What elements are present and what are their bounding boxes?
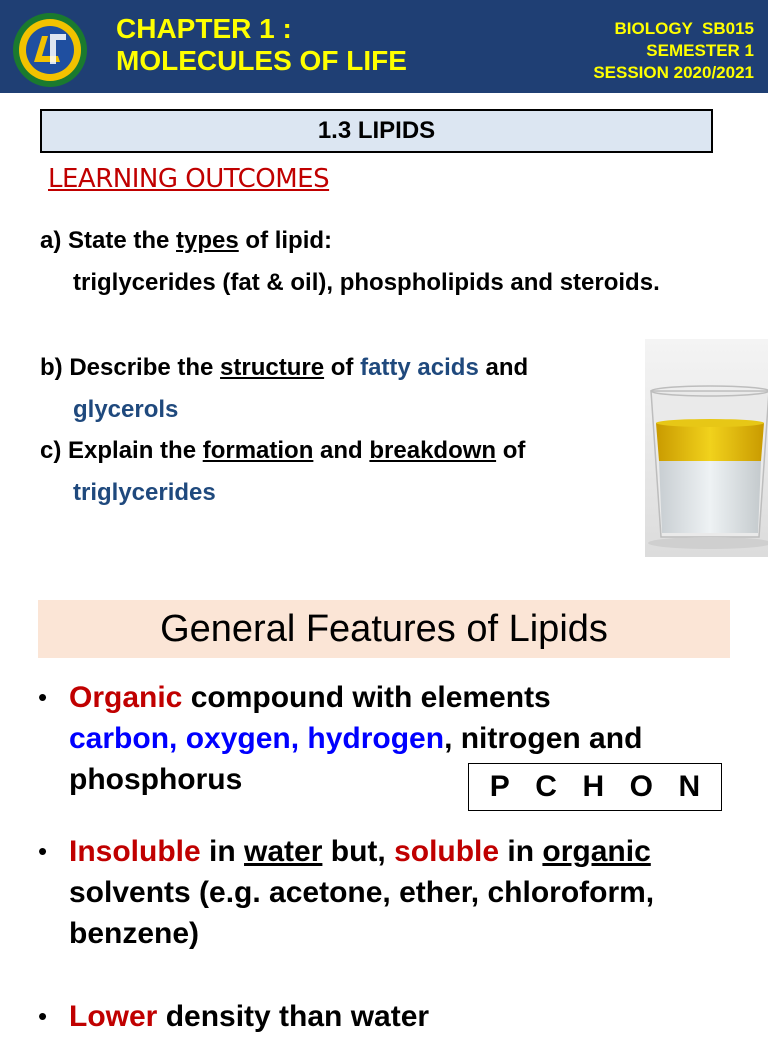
feature-bullet-density xyxy=(38,996,758,1037)
outcome-c-key2: breakdown xyxy=(369,437,497,464)
learning-outcomes-heading: LEARNING OUTCOMES xyxy=(48,164,330,194)
lower-term: Lower xyxy=(69,1000,158,1033)
b2-text3: in xyxy=(499,835,543,868)
b2-text1: in xyxy=(200,835,245,868)
b2-text2: but, xyxy=(322,835,395,868)
outcome-a-detail: triglycerides (fat & oil), phospholipids and steroids. xyxy=(73,269,660,296)
outcome-c-key1: formation xyxy=(202,437,314,464)
semester: SEMESTER 1 xyxy=(646,41,754,60)
bullet-dot: • xyxy=(38,1001,48,1031)
oil-water-glass-image xyxy=(645,339,768,557)
outcome-b xyxy=(40,347,680,431)
b2-text4: solvents (e.g. acetone, ether, chloroform, benzene) xyxy=(69,876,655,950)
b1-text1: compound with elements xyxy=(182,681,551,714)
features-title: General Features of Lipids xyxy=(38,600,730,658)
bullet-dot: • xyxy=(38,836,48,866)
b1-text3: phosphorus xyxy=(69,763,243,796)
organic-term: Organic xyxy=(69,681,183,714)
outcome-a-key: types xyxy=(176,227,239,254)
outcome-b-key: structure xyxy=(220,354,325,381)
outcome-b-mid: of xyxy=(324,354,361,381)
outcome-a xyxy=(40,220,680,304)
element-n: N xyxy=(678,770,701,803)
outcome-c xyxy=(40,430,680,514)
feature-bullet-text xyxy=(38,996,758,1037)
section-title: 1.3 LIPIDS xyxy=(40,109,713,153)
b3-text: density than water xyxy=(157,1000,430,1033)
outcome-c-suffix: of xyxy=(496,437,526,464)
bullet-dot: • xyxy=(38,682,48,712)
outcome-a-prefix: a) State the xyxy=(40,227,177,254)
organic-solvent-term: organic xyxy=(542,835,651,868)
college-logo-icon xyxy=(12,12,88,88)
element-p: P xyxy=(489,770,510,803)
element-h: H xyxy=(582,770,605,803)
outcome-c-prefix: c) Explain the xyxy=(40,437,203,464)
course-code: BIOLOGY SB015 xyxy=(614,19,754,38)
chapter-number: CHAPTER 1 : xyxy=(116,13,292,44)
feature-bullet-solubility xyxy=(38,831,758,954)
outcome-b-term: fatty acids xyxy=(360,354,479,381)
element-o: O xyxy=(629,770,653,803)
feature-bullet-text xyxy=(38,831,758,954)
water-term: water xyxy=(244,835,323,868)
chapter-title xyxy=(116,13,407,77)
chapter-name: MOLECULES OF LIFE xyxy=(116,45,407,76)
course-info xyxy=(593,18,754,84)
elements-list: carbon, oxygen, hydrogen xyxy=(69,722,445,755)
outcome-c-detail: triglycerides xyxy=(73,479,216,506)
insoluble-term: Insoluble xyxy=(69,835,201,868)
element-c: C xyxy=(535,770,557,803)
b1-text2: , nitrogen and xyxy=(444,722,643,755)
outcome-b-prefix: b) Describe the xyxy=(40,354,221,381)
outcome-b-suffix: and xyxy=(478,354,529,381)
session: SESSION 2020/2021 xyxy=(593,63,754,82)
header-banner xyxy=(0,0,768,93)
outcome-c-mid: and xyxy=(313,437,370,464)
soluble-term: soluble xyxy=(394,835,500,868)
outcome-a-suffix: of lipid: xyxy=(238,227,333,254)
outcome-b-detail: glycerols xyxy=(73,396,179,423)
pchon-box xyxy=(468,763,722,811)
